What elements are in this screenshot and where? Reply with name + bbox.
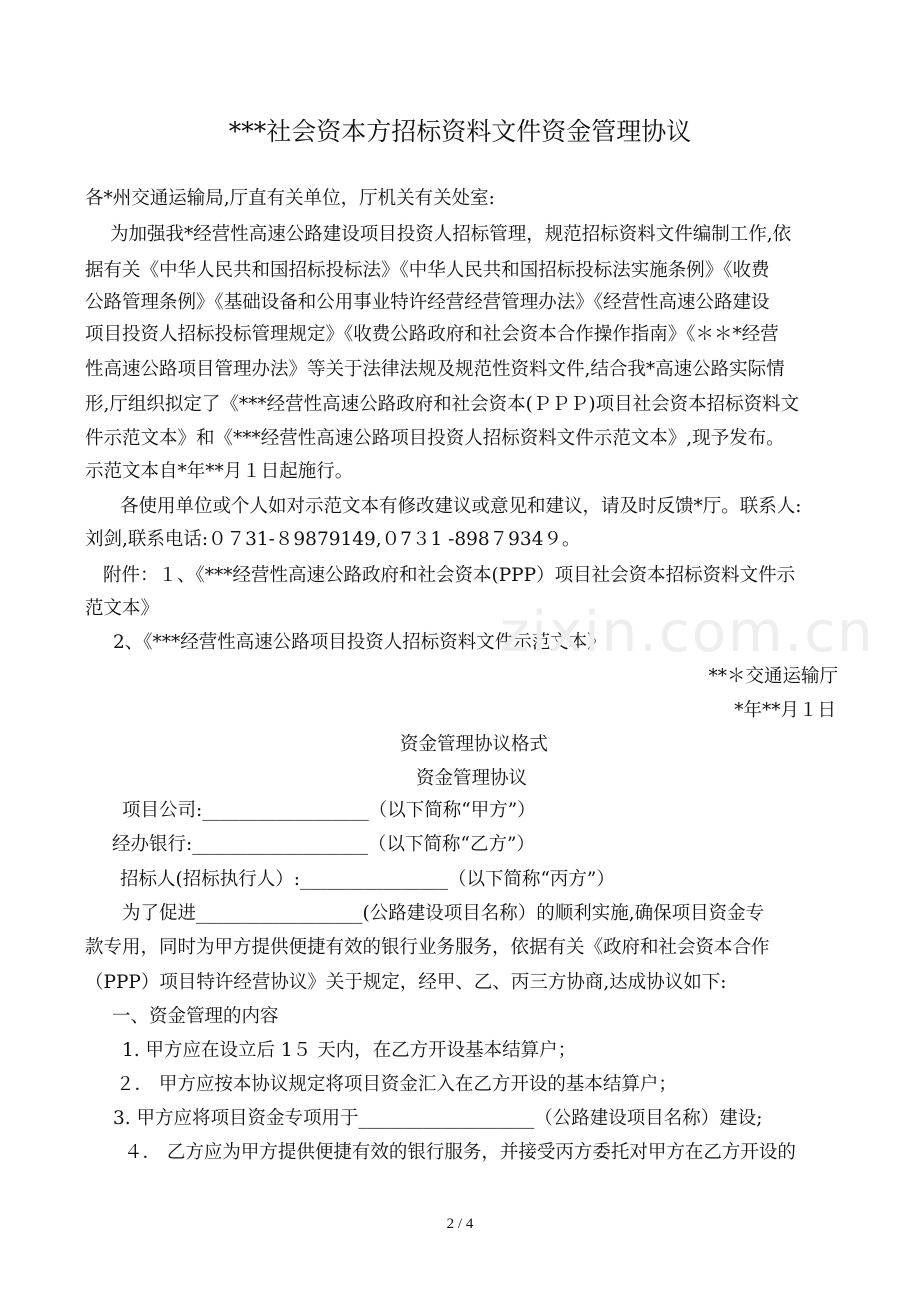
body-line: 公路管理条例》《基础设备和公用事业特许经营经营管理办法》《经营性高速公路建设 xyxy=(85,292,770,313)
body-line: 据有关《中华人民共和国招标投标法》《中华人民共和国招标投标法实施条例》《收费 xyxy=(85,260,770,281)
form-field-line: 项目公司:__________________（以下简称“甲方”） xyxy=(122,800,536,821)
body-line: 性高速公路项目管理办法》等关于法律法规及规范性资料文件,结合我*高速公路实际情 xyxy=(85,359,785,380)
body-line: 为了促进__________________(公路建设项目名称）的顺利实施,确保项目资金专 xyxy=(122,903,765,924)
salutation: 各*州交通运输局,厅直有关单位，厅机关有关处室: xyxy=(85,188,495,209)
clause-line: ２． 甲方应按本协议规定将项目资金汇入在乙方开设的基本结算户； xyxy=(116,1074,677,1095)
body-line: 形,厅组织拟定了《***经营性高速公路政府和社会资本(ＰＰＰ)项目社会资本招标资料文 xyxy=(85,394,800,415)
page-number: 2 / 4 xyxy=(446,1216,474,1232)
body-line: 件示范文本》和《***经营性高速公路项目投资人招标资料文件示范文本》,现予发布。 xyxy=(85,428,785,449)
attachment-line: 附件：１、《***经营性高速公路政府和社会资本(PPP）项目社会资本招标资料文件示 xyxy=(103,565,796,586)
watermark: zixin.com.cn xyxy=(500,600,875,665)
body-line: （PPP）项目特许经营协议》关于规定，经甲、乙、丙三方协商,达成协议如下: xyxy=(85,972,727,993)
clause-line: 1. 甲方应在设立后 1５ 天内，在乙方开设基本结算户； xyxy=(122,1040,577,1061)
signature-date: *年**月１日 xyxy=(734,700,836,721)
body-line: 各使用单位或个人如对示范文本有修改建议或意见和建议，请及时反馈*厅。联系人: xyxy=(120,496,802,517)
body-line: 项目投资人招标投标管理规定》《收费公路政府和社会资本合作操作指南》《＊＊*经营 xyxy=(85,324,779,345)
section-heading: 资金管理协议 xyxy=(416,768,528,789)
contact-line: 刘剑,联系电话:０７31-８9879149,０7３1 -898７934９。 xyxy=(85,529,581,550)
clause-line: ４． 乙方应为甲方提供便捷有效的银行服务，并接受丙方委托对甲方在乙方开设的 xyxy=(124,1142,796,1163)
attachment-line: 2、《***经营性高速公路项目投资人招标资料文件示范文本》 xyxy=(113,632,606,653)
attachment-line: 范文本》 xyxy=(85,598,160,619)
signature-org: **＊交通运输厅 xyxy=(708,666,838,687)
body-line: 款专用，同时为甲方提供便捷有效的银行业务服务，依据有关《政府和社会资本合作 xyxy=(85,937,770,958)
form-field-line: 招标人(招标执行人）:________________（以下简称“丙方”） xyxy=(120,869,615,890)
clause-heading: 一、资金管理的内容 xyxy=(112,1006,279,1027)
body-line: 为加强我*经营性高速公路建设项目投资人招标管理，规范招标资料文件编制工作,依 xyxy=(110,224,792,245)
clause-line: 3. 甲方应将项目资金专项用于___________________（公路建设项目名称）建设; xyxy=(113,1108,763,1129)
document-title: ***社会资本方招标资料文件资金管理协议 xyxy=(228,117,692,146)
body-line: 示范文本自*年**月１日起施行。 xyxy=(85,461,354,482)
section-heading: 资金管理协议格式 xyxy=(400,734,549,755)
form-field-line: 经办银行:___________________（以下简称“乙方”） xyxy=(112,834,535,855)
